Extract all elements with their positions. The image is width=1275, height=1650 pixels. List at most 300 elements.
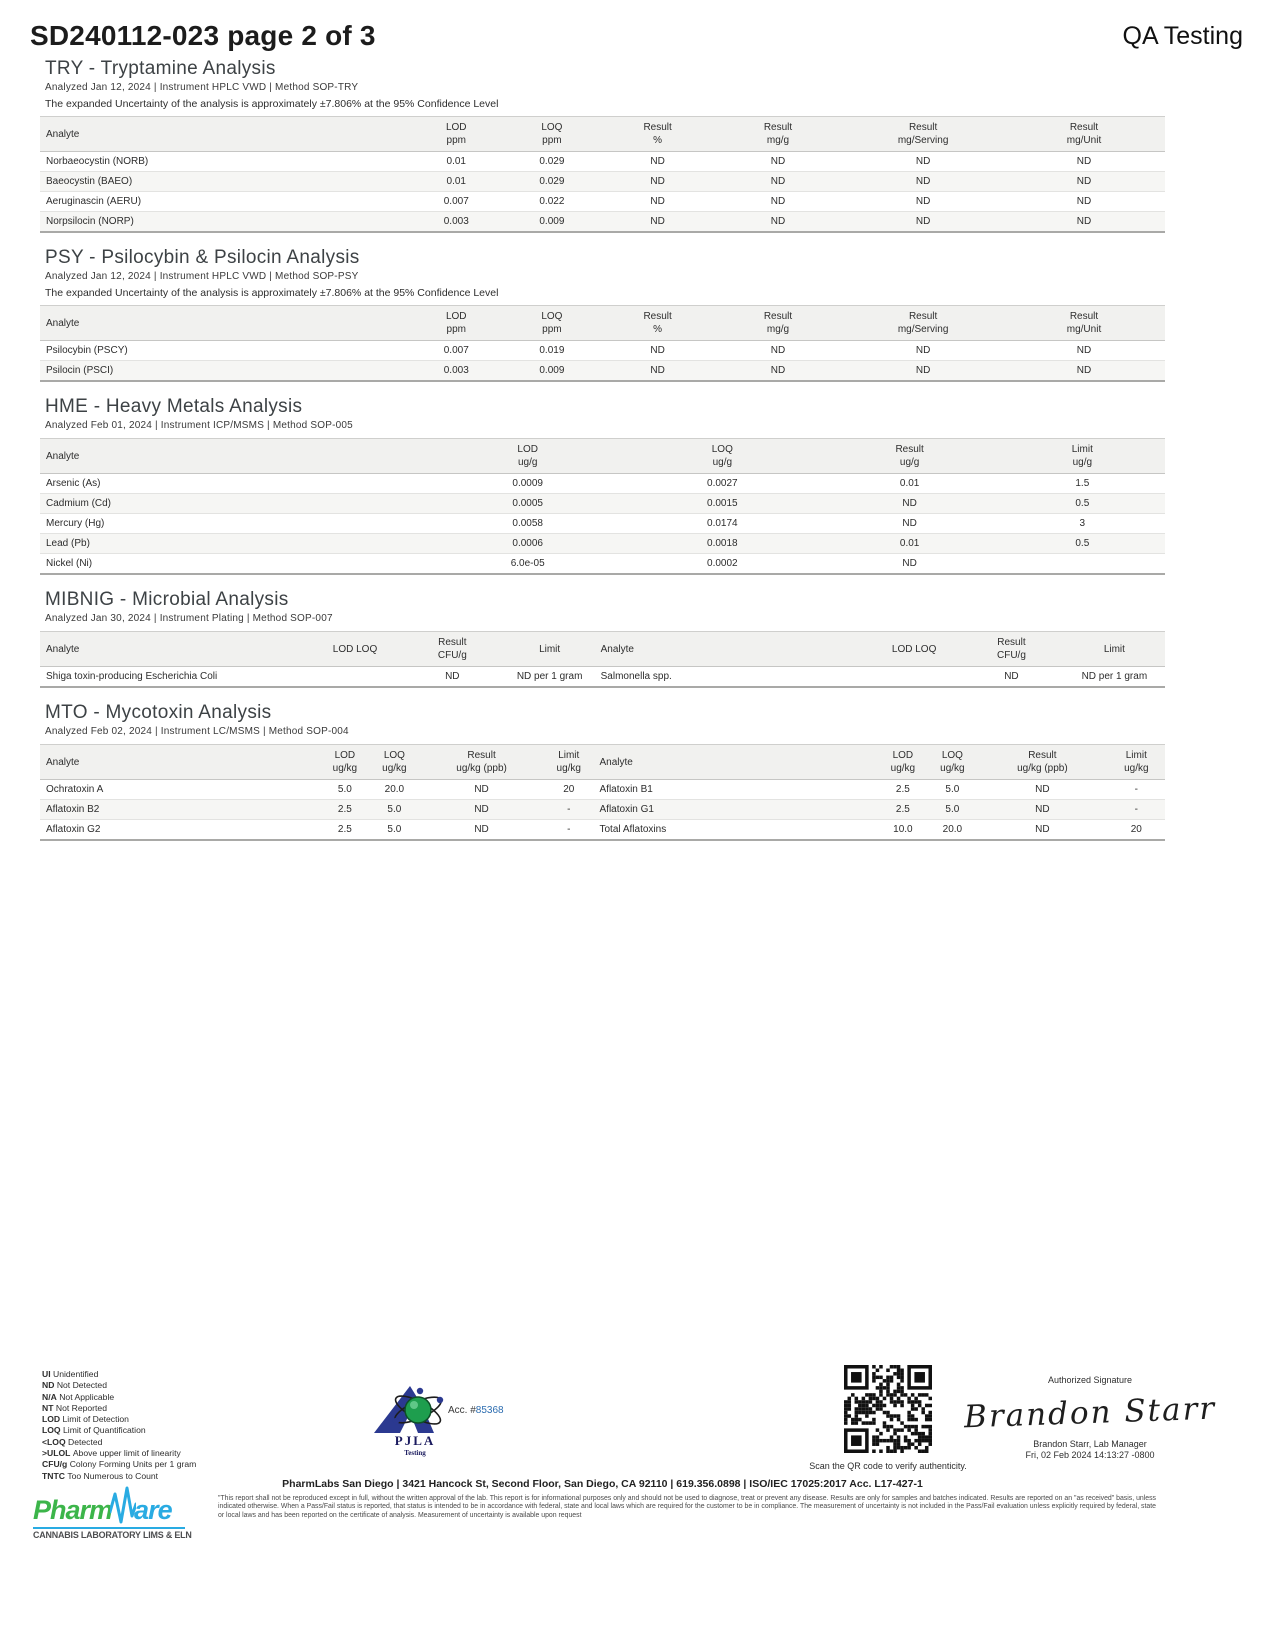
legend-abbr: NT [42,1402,54,1413]
value-cell: ND [977,780,1108,800]
pharmware-logo [33,1486,203,1541]
section-title: PSY - Psilocybin & Psilocin Analysis [45,247,360,268]
value-cell: ND [400,667,505,688]
value-cell: ND [603,192,713,212]
value-cell: ND [843,192,1003,212]
column-header-line1: Analyte [46,643,80,655]
column-header-line2: CFU/g [996,650,1026,661]
value-cell: ND [1003,212,1165,233]
pharmware-wordmark [33,1486,185,1529]
header-row [40,632,1165,667]
value-cell: 0.003 [411,212,501,233]
value-cell: 20 [544,780,594,800]
column-header-line1: Result [997,637,1026,648]
legend-item [42,1437,322,1448]
column-header [1003,117,1165,152]
column-header [603,117,713,152]
value-cell: ND [843,361,1003,382]
value-cell: 0.029 [501,152,602,172]
value-cell: ND [713,212,844,233]
legend-abbr: LOQ [42,1425,61,1436]
column-header-line2: mg/Serving [897,324,949,335]
value-cell: ND [977,800,1108,820]
accreditation-number [448,1405,504,1416]
column-header-line1: Result [643,311,672,322]
value-cell: ND [713,341,844,361]
legend-text: Unidentified [52,1369,99,1379]
value-cell: ND [603,172,713,192]
section-mibnig [40,589,1165,688]
column-header [843,117,1003,152]
value-cell: ND [419,800,544,820]
column-header [501,306,602,341]
legend-text: Above upper limit of linearity [72,1448,181,1459]
value-cell: ND [843,172,1003,192]
column-header-line2: ppm [446,324,466,335]
value-cell: 0.009 [501,212,602,233]
legend-item [42,1414,322,1425]
column-header-line2: ug/g [712,457,733,468]
value-cell: ND [820,494,1000,514]
column-header [878,745,928,780]
column-header [40,632,310,667]
analyte-cell: Salmonella spp. [595,667,870,688]
section-title: MIBNIG - Microbial Analysis [45,589,289,610]
column-header [310,632,400,667]
table-row [40,820,1165,841]
value-cell: 5.0 [320,780,370,800]
lab-address-line: PharmLabs San Diego | 3421 Hancock St, Second Floor, San Diego, CA 92110 | 619.356.0898 | ISO/IEC 17025:2017 Acc. L17-427-1 [282,1478,923,1490]
column-header-line2: mg/Unit [1066,135,1102,146]
analyte-cell: Cadmium (Cd) [40,494,430,514]
abbreviation-legend [42,1369,322,1482]
column-header [625,439,820,474]
legend-item [42,1403,322,1414]
column-header-line2: ppm [542,135,562,146]
column-header-line2: % [653,135,663,146]
pjla-logo-text: PJLA [394,1433,436,1448]
column-header-line1: Analyte [46,317,80,329]
value-cell: ND [713,172,844,192]
column-header-line2: ug/kg (ppb) [456,763,507,774]
uncertainty-note: The expanded Uncertainty of the analysis is approximately ±7.806% at the 95% Confidence Level [45,287,499,299]
column-header-line1: LOQ [383,750,405,761]
acc-number: 85368 [475,1405,504,1416]
legend-abbr: >ULOL [42,1448,71,1459]
table-row [40,172,1165,192]
legend-abbr: <LOQ [42,1436,66,1447]
analyte-cell: Aflatoxin B2 [40,800,320,820]
column-header [411,117,501,152]
column-header [40,745,320,780]
column-header-line1: Result [467,750,496,761]
column-header-line2: ug/g [899,457,920,468]
analyte-cell: Total Aflatoxins [594,820,879,841]
value-cell: 0.0002 [625,554,820,575]
value-cell: ND [419,780,544,800]
value-cell: ND [820,514,1000,534]
legend-text: Colony Forming Units per 1 gram [69,1459,197,1470]
column-header-line2: ug/kg [332,763,358,774]
value-cell: 0.0018 [625,534,820,554]
column-header [603,306,713,341]
column-header [1000,439,1165,474]
value-cell: ND [713,361,844,382]
legend-item [42,1425,322,1436]
value-cell [310,667,400,688]
legend-text: Not Detected [56,1380,107,1391]
analyte-cell: Lead (Pb) [40,534,430,554]
column-header-line1: Analyte [46,450,80,462]
legend-abbr: TNTC [42,1470,65,1481]
page-title: SD240112-023 page 2 of 3 [30,20,376,51]
signature-script: Brandon Starr [963,1390,1217,1436]
psy-table [40,305,1165,382]
column-header-line1: LOD LOQ [332,643,378,655]
column-header-line1: LOQ [541,311,563,322]
legend-item [42,1369,322,1380]
section-meta: Analyzed Jan 12, 2024 | Instrument HPLC VWD | Method SOP-PSY [45,271,359,282]
value-cell: 5.0 [928,800,978,820]
value-cell: 0.0174 [625,514,820,534]
value-cell: ND [713,192,844,212]
column-header [411,306,501,341]
value-cell: 0.0005 [430,494,625,514]
value-cell: 0.019 [501,341,602,361]
value-cell: 0.022 [501,192,602,212]
column-header [1064,632,1165,667]
value-cell: ND per 1 gram [1064,667,1165,688]
value-cell: 10.0 [878,820,928,841]
section-psy [40,247,1165,382]
value-cell: ND [713,152,844,172]
column-header-line1: LOQ [941,750,963,761]
value-cell: 2.5 [320,820,370,841]
legend-text: Limit of Detection [62,1414,129,1425]
column-header-line2: ug/kg [382,763,407,774]
column-header [843,306,1003,341]
column-header-line2: mg/Unit [1066,324,1102,335]
signature-block [960,1375,1220,1460]
value-cell: ND [1003,192,1165,212]
column-header-line1: LOQ [711,444,733,455]
column-header-line2: mg/Serving [897,135,949,146]
table-row [40,212,1165,233]
legend-item [42,1448,322,1459]
analyte-cell: Baeocystin (BAEO) [40,172,411,192]
table-row [40,514,1165,534]
section-meta: Analyzed Feb 01, 2024 | Instrument ICP/MSMS | Method SOP-005 [45,420,353,431]
column-header-line2: mg/g [766,135,790,146]
legend-abbr: LOD [42,1414,61,1425]
qa-testing-label: QA Testing [1122,22,1243,50]
try-table [40,116,1165,233]
column-header-line2: ug/kg [1124,763,1149,774]
analyte-cell: Mercury (Hg) [40,514,430,534]
column-header [595,632,870,667]
column-header-line1: Analyte [599,756,633,768]
legend-text: Not Reported [55,1402,107,1413]
section-title: MTO - Mycotoxin Analysis [45,702,272,723]
analyte-cell: Aeruginascin (AERU) [40,192,411,212]
column-header-line1: Result [438,637,467,648]
qr-code [844,1365,932,1453]
pjla-logo-icon [370,1383,500,1461]
analyte-cell: Psilocybin (PSCY) [40,341,411,361]
column-header-line1: LOD [445,122,467,133]
column-header-line1: LOQ [541,122,563,133]
column-header-line1: Analyte [600,643,634,655]
table-row [40,667,1165,688]
value-cell: ND [959,667,1064,688]
column-header [959,632,1064,667]
report-header [0,0,1275,52]
value-cell: ND [843,341,1003,361]
value-cell: ND [1003,341,1165,361]
mto-table [40,744,1165,841]
column-header [40,439,430,474]
table-row [40,341,1165,361]
value-cell: ND per 1 gram [505,667,595,688]
column-header-line1: Limit [558,750,580,761]
section-title: HME - Heavy Metals Analysis [45,396,303,417]
header-row [40,306,1165,341]
table-row [40,780,1165,800]
column-header-line1: Result [1028,750,1057,761]
value-cell: 0.0006 [430,534,625,554]
value-cell: 0.01 [820,534,1000,554]
column-header-line1: Result [763,311,793,322]
value-cell: 0.0027 [625,474,820,494]
legend-text: Not Applicable [59,1391,115,1402]
value-cell: ND [419,820,544,841]
value-cell: 0.029 [501,172,602,192]
table-row [40,152,1165,172]
value-cell: 1.5 [1000,474,1165,494]
value-cell: 0.007 [411,341,501,361]
section-title: TRY - Tryptamine Analysis [45,58,276,79]
value-cell: - [1108,800,1165,820]
column-header-line1: Result [908,122,938,133]
pulse-wave-icon [110,1486,136,1524]
value-cell: ND [603,341,713,361]
column-header-line1: Analyte [46,756,80,768]
legend-item [42,1392,322,1403]
value-cell: 2.5 [878,780,928,800]
table-row [40,534,1165,554]
value-cell: 3 [1000,514,1165,534]
column-header-line1: Limit [1071,444,1093,455]
column-header [40,117,411,152]
pjla-accreditation-logo [370,1383,600,1461]
column-header-line2: ug/kg [940,763,965,774]
column-header [370,745,420,780]
value-cell: ND [843,152,1003,172]
qr-caption: Scan the QR code to verify authenticity. [809,1461,967,1471]
legend-text: Limit of Quantification [63,1425,146,1436]
analyte-cell: Ochratoxin A [40,780,320,800]
value-cell: ND [1003,361,1165,382]
column-header-line1: Result [643,122,672,133]
analyte-cell: Nickel (Ni) [40,554,430,575]
section-mto [40,702,1165,841]
column-header [400,632,505,667]
value-cell: 0.0015 [625,494,820,514]
analysis-sections [0,52,1275,841]
column-header-line2: % [653,324,663,335]
section-meta: Analyzed Jan 30, 2024 | Instrument Plating | Method SOP-007 [45,613,333,624]
legend-abbr: CFU/g [42,1459,68,1470]
table-row [40,192,1165,212]
section-try [40,58,1165,233]
value-cell: 5.0 [370,820,420,841]
column-header-line2: ug/kg (ppb) [1017,763,1068,774]
value-cell: ND [603,361,713,382]
column-header [501,117,602,152]
value-cell: ND [843,212,1003,233]
value-cell: 0.01 [411,172,501,192]
legend-abbr: UI [42,1369,51,1379]
analyte-cell: Shiga toxin-producing Escherichia Coli [40,667,310,688]
table-row [40,494,1165,514]
table-row [40,554,1165,575]
column-header-line1: LOD [445,311,467,322]
column-header-line1: Limit [1103,643,1125,655]
analyte-cell: Aflatoxin G2 [40,820,320,841]
column-header-line1: Limit [539,643,561,655]
analyte-cell: Aflatoxin G1 [594,800,879,820]
legend-text: Too Numerous to Count [67,1470,159,1481]
column-header-line2: mg/g [766,324,790,335]
value-cell: 0.0058 [430,514,625,534]
value-cell: 6.0e-05 [430,554,625,575]
column-header-line2: ug/g [517,457,538,468]
column-header [594,745,879,780]
value-cell: ND [1003,172,1165,192]
legend-item [42,1471,322,1482]
column-header [419,745,544,780]
legend-item [42,1380,322,1391]
column-header [320,745,370,780]
acc-label: Acc. # [448,1405,476,1416]
table-row [40,361,1165,382]
table-row [40,800,1165,820]
value-cell: 0.007 [411,192,501,212]
signature-date: Fri, 02 Feb 2024 14:13:27 -0800 [1025,1450,1155,1460]
column-header-line2: ppm [446,135,466,146]
value-cell [1000,554,1165,575]
value-cell: 0.01 [820,474,1000,494]
column-header-line1: Result [895,444,924,455]
column-header [40,306,411,341]
value-cell: 2.5 [878,800,928,820]
signer-name: Brandon Starr, Lab Manager [1033,1439,1147,1449]
column-header-line1: Result [908,311,938,322]
value-cell: 0.003 [411,361,501,382]
value-cell: 20.0 [928,820,978,841]
column-header-line1: LOD [892,750,914,761]
report-disclaimer: "This report shall not be reproduced except in full, without the written approval of the lab. This report is for informational purposes only and should not be used to diagnose, treat or prevent any disease. Results are only for samples and batches indicated. Results are reported on an "as received" basis, unless indicated otherwise. When a Pass/Fail status is reported, that status is intended to be in accordance with federal, state and local laws which are required for the customer to be in compliance. The measurement of uncertainty is not included in the Pass/Fail evaluation unless explicitly required by federal, state or local laws and has been reported on the certificate of analysis. Measurement of uncertainty is available upon request [218,1495,1156,1519]
value-cell: ND [977,820,1108,841]
column-header [1003,306,1165,341]
value-cell: 0.5 [1000,494,1165,514]
authorized-signature-label: Authorized Signature [1047,1375,1133,1385]
analyte-cell: Aflatoxin B1 [594,780,879,800]
value-cell: - [544,820,594,841]
value-cell: 0.5 [1000,534,1165,554]
column-header-line1: Limit [1125,750,1147,761]
value-cell [869,667,959,688]
section-meta: Analyzed Jan 12, 2024 | Instrument HPLC VWD | Method SOP-TRY [45,82,359,93]
value-cell: 0.01 [411,152,501,172]
column-header-line2: CFU/g [437,650,467,661]
column-header-line1: LOD [517,444,538,455]
analyte-cell: Psilocin (PSCI) [40,361,411,382]
hme-table [40,438,1165,575]
column-header [544,745,594,780]
column-header-line1: Result [1069,311,1099,322]
header-row [40,745,1165,780]
pharmware-name-blue: are [134,1495,172,1525]
pharmware-tagline: CANNABIS LABORATORY LIMS & ELN [33,1530,192,1541]
header-row [40,117,1165,152]
column-header-line1: LOD LOQ [891,643,937,655]
value-cell: ND [603,212,713,233]
legend-abbr: ND [42,1380,55,1391]
column-header-line1: Analyte [46,128,80,140]
column-header [713,306,844,341]
column-header-line1: LOD [334,750,356,761]
column-header [977,745,1108,780]
value-cell: ND [603,152,713,172]
column-header [869,632,959,667]
column-header-line2: ppm [542,324,562,335]
pjla-logo-subtext: Testing [404,1449,426,1457]
column-header-line2: ug/kg [890,763,916,774]
section-hme [40,396,1165,575]
legend-item [42,1459,322,1470]
analyte-cell: Norpsilocin (NORP) [40,212,411,233]
uncertainty-note: The expanded Uncertainty of the analysis is approximately ±7.806% at the 95% Confidence Level [45,98,499,110]
value-cell: 5.0 [370,800,420,820]
qr-verification [788,1365,988,1471]
column-header [820,439,1000,474]
mibnig-table [40,631,1165,688]
column-header [505,632,595,667]
column-header [713,117,844,152]
column-header [928,745,978,780]
value-cell: 20.0 [370,780,420,800]
column-header-line1: Result [763,122,793,133]
value-cell: 20 [1108,820,1165,841]
legend-abbr: N/A [42,1391,57,1402]
value-cell: ND [820,554,1000,575]
column-header-line1: Result [1069,122,1099,133]
column-header-line2: ug/kg [556,763,581,774]
table-row [40,474,1165,494]
pharmware-name-green: Pharm [33,1495,113,1525]
analyte-cell: Norbaeocystin (NORB) [40,152,411,172]
column-header-line2: ug/g [1072,457,1093,468]
analyte-cell: Arsenic (As) [40,474,430,494]
legend-text: Detected [68,1436,103,1447]
value-cell: 0.009 [501,361,602,382]
value-cell: ND [1003,152,1165,172]
section-meta: Analyzed Feb 02, 2024 | Instrument LC/MSMS | Method SOP-004 [45,726,349,737]
value-cell: 5.0 [928,780,978,800]
value-cell: - [544,800,594,820]
value-cell: 0.0009 [430,474,625,494]
